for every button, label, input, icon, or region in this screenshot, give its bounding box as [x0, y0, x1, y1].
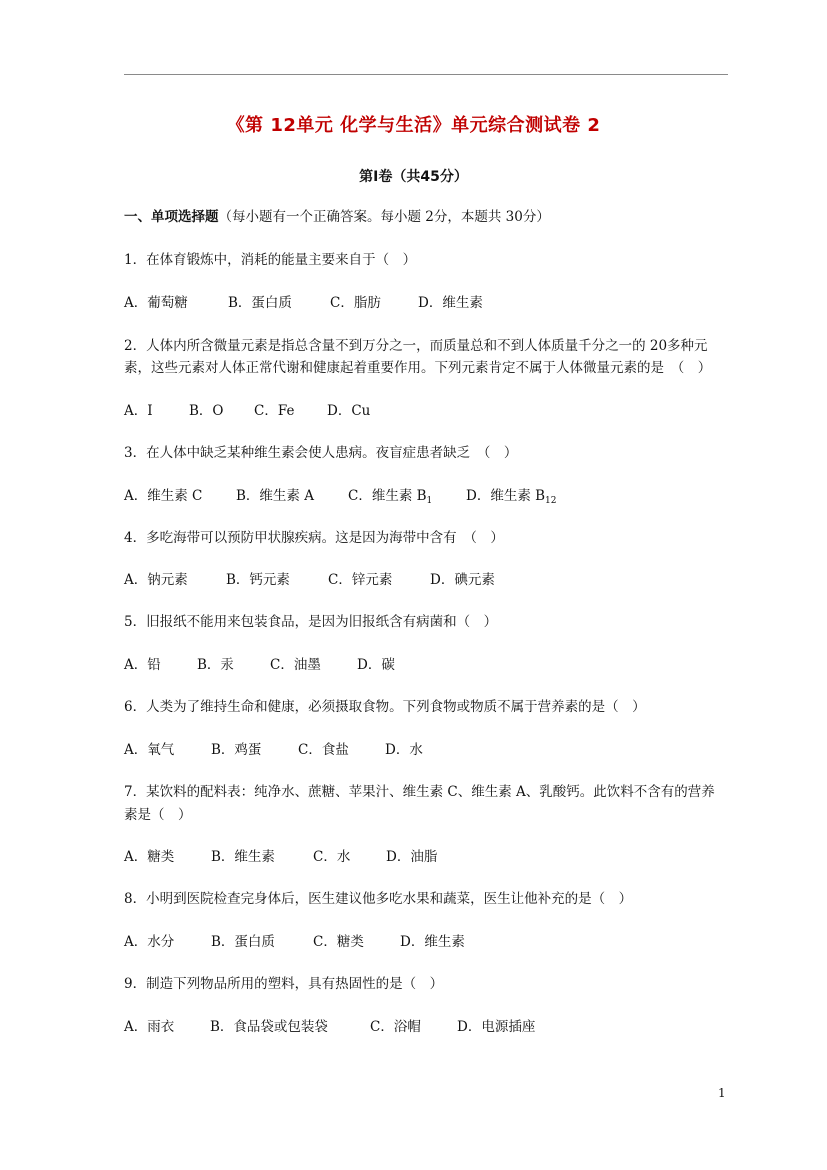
option: C．油墨: [270, 657, 321, 673]
question-options: [124, 1016, 744, 1038]
question-stem: 6．人类为了维持生命和健康，必须摄取食物。下列食物或物质不属于营养素的是（ ）: [124, 699, 646, 715]
option-subscript: 1: [426, 496, 433, 506]
option: B．蛋白质: [228, 295, 292, 311]
section-note: （每小题有一个正确答案。每小题 2分，本题共 30分）: [218, 209, 550, 225]
question-options: [124, 569, 744, 591]
question-stem: 8．小明到医院检查完身体后，医生建议他多吃水果和蔬菜，医生让他补充的是（ ）: [124, 891, 633, 907]
option: C．脂肪: [330, 295, 381, 311]
option: D．碘元素: [430, 572, 495, 588]
question-options: [124, 931, 744, 953]
page-number: 1: [718, 1086, 726, 1100]
option: D．电源插座: [457, 1019, 536, 1035]
question-options: [124, 400, 744, 422]
option: [466, 485, 557, 512]
option-text: D．维生素 B: [466, 488, 546, 504]
option: A．水分: [124, 934, 175, 950]
question-stem: 5．旧报纸不能用来包装食品，是因为旧报纸含有病菌和（ ）: [124, 614, 498, 630]
section-heading: [124, 206, 744, 228]
option: A．雨衣: [124, 1019, 175, 1035]
question-options: [124, 846, 744, 868]
option: B．O: [189, 403, 224, 419]
section-label: 一、单项选择题: [124, 209, 219, 225]
question-stem: 1．在体育锻炼中，消耗的能量主要来自于（ ）: [124, 252, 417, 268]
option: C．糖类: [313, 934, 364, 950]
option: B．钙元素: [226, 572, 290, 588]
question-options: [124, 292, 744, 314]
question-stem: 素，这些元素对人体正常代谢和健康起着重要作用。下列元素肯定不属于人体微量元素的是 （ ）: [124, 360, 712, 376]
option: [348, 485, 466, 512]
question-stem: 3．在人体中缺乏某种维生素会使人患病。夜盲症患者缺乏 （ ）: [124, 445, 518, 461]
option: D．水: [385, 742, 423, 758]
option: B．蛋白质: [211, 934, 275, 950]
question-stem: 9．制造下列物品所用的塑料，具有热固性的是（ ）: [124, 976, 444, 992]
option: B．维生素: [211, 849, 275, 865]
question-options: [124, 485, 744, 512]
option: A．铅: [124, 657, 161, 673]
question-stem: 4．多吃海带可以预防甲状腺疾病。这是因为海带中含有 （ ）: [124, 530, 504, 546]
option: B．食品袋或包装袋: [210, 1019, 328, 1035]
question-options: [124, 654, 744, 676]
option: C．Fe: [254, 403, 295, 419]
option: A．I: [124, 403, 153, 419]
option: A．氧气: [124, 742, 175, 758]
option: B．汞: [197, 657, 234, 673]
option: A．葡萄糖: [124, 295, 188, 311]
option: C．食盐: [298, 742, 349, 758]
option: D．Cu: [327, 403, 371, 419]
option: B．维生素 A: [236, 488, 314, 504]
option: B．鸡蛋: [211, 742, 262, 758]
option: A．糖类: [124, 849, 175, 865]
option: A．钠元素: [124, 572, 188, 588]
option: C．锌元素: [328, 572, 393, 588]
question-options: [124, 739, 744, 761]
section-subtitle: 第Ⅰ卷（共45分）: [359, 169, 468, 185]
option: D．油脂: [386, 849, 438, 865]
option: D．碳: [357, 657, 395, 673]
question-stem: 7．某饮料的配料表：纯净水、蔗糖、苹果汁、维生素 C、维生素 A、乳酸钙。此饮料不含有的营养: [124, 784, 715, 800]
question-stem: 2．人体内所含微量元素是指总含量不到万分之一，而质量总和不到人体质量千分之一的 20多种元: [124, 338, 708, 354]
option: D．维生素: [400, 934, 465, 950]
header-rule: [124, 74, 728, 75]
option: D．维生素: [418, 295, 483, 311]
option: C．水: [313, 849, 351, 865]
option-text: C．维生素 B: [348, 488, 427, 504]
option-subscript: 12: [545, 496, 557, 506]
option: C．浴帽: [370, 1019, 421, 1035]
option: A．维生素 C: [124, 488, 203, 504]
question-stem: 素是（ ）: [124, 807, 192, 823]
document-title: 《第 12单元 化学与生活》单元综合测试卷 2: [226, 115, 601, 136]
